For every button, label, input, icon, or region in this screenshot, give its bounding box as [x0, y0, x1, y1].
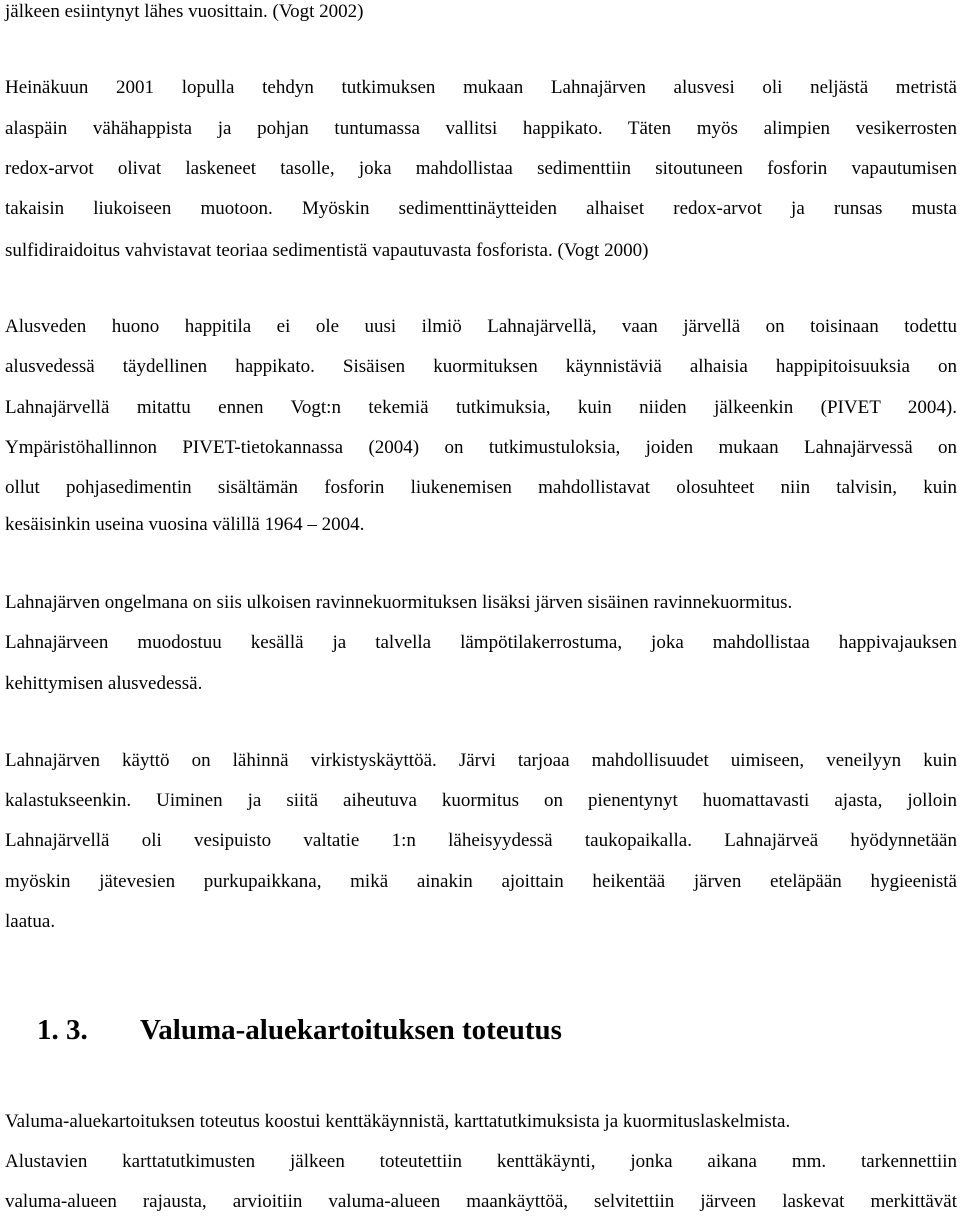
paragraph-line: alaspäin vähähappista ja pohjan tuntumassa vallitsi happikato. Täten myös alimpien vesikerrosten — [5, 118, 957, 139]
section-title: Valuma-aluekartoituksen toteutus — [140, 1014, 562, 1046]
paragraph-line: myöskin jätevesien purkupaikkana, mikä ainakin ajoittain heikentää järven eteläpään hygieenistä — [5, 871, 957, 892]
paragraph-line: sulfidiraidoitus vahvistavat teoriaa sedimentistä vapautuvasta fosforista. (Vogt 2000) — [5, 240, 649, 261]
paragraph-line: Valuma-aluekartoituksen toteutus koostui kenttäkäynnistä, karttatutkimuksista ja kuormituslaskelmista. — [5, 1111, 791, 1132]
paragraph-line: Lahnajärveen muodostuu kesällä ja talvella lämpötilakerrostuma, joka mahdollistaa happivajauksen — [5, 632, 957, 653]
section-number: 1. 3. — [37, 1014, 88, 1046]
paragraph-line: Lahnajärven ongelmana on siis ulkoisen ravinnekuormituksen lisäksi järven sisäinen ravinnekuormitus. — [5, 592, 793, 613]
paragraph-line: kehittymisen alusvedessä. — [5, 673, 203, 694]
paragraph-line: Ympäristöhallinnon PIVET-tietokannassa (2004) on tutkimustuloksia, joiden mukaan Lahnajärvessä on — [5, 437, 957, 458]
paragraph-line: jälkeen esiintynyt lähes vuosittain. (Vogt 2002) — [5, 1, 364, 22]
paragraph-line: Alustavien karttatutkimusten jälkeen toteutettiin kenttäkäynti, jonka aikana mm. tarkennettiin — [5, 1151, 957, 1172]
paragraph-line: takaisin liukoiseen muotoon. Myöskin sedimenttinäytteiden alhaiset redox-arvot ja runsas musta — [5, 198, 957, 219]
paragraph-line: kalastukseenkin. Uiminen ja siitä aiheutuva kuormitus on pienentynyt huomattavasti ajasta, jolloin — [5, 790, 957, 811]
paragraph-line: Lahnajärven käyttö on lähinnä virkistyskäyttöä. Järvi tarjoaa mahdollisuudet uimiseen, veneilyyn kuin — [5, 750, 957, 771]
paragraph-line: kesäisinkin useina vuosina välillä 1964 – 2004. — [5, 514, 365, 535]
paragraph-line: valuma-alueen rajausta, arvioitiin valuma-alueen maankäyttöä, selvitettiin järveen laskevat merkittävät — [5, 1191, 957, 1212]
paragraph-line: redox-arvot olivat laskeneet tasolle, joka mahdollistaa sedimenttiin sitoutuneen fosforin vapautumisen — [5, 158, 957, 179]
paragraph-line: Lahnajärvellä oli vesipuisto valtatie 1:n läheisyydessä taukopaikalla. Lahnajärveä hyödynnetään — [5, 830, 957, 851]
paragraph-line: laatua. — [5, 911, 56, 932]
paragraph-line: Lahnajärvellä mitattu ennen Vogt:n tekemiä tutkimuksia, kuin niiden jälkeenkin (PIVET 2004). — [5, 397, 957, 418]
paragraph-line: alusvedessä täydellinen happikato. Sisäisen kuormituksen käynnistäviä alhaisia happipitoisuuksia on — [5, 356, 957, 377]
paragraph-line: Heinäkuun 2001 lopulla tehdyn tutkimuksen mukaan Lahnajärven alusvesi oli neljästä metristä — [5, 77, 957, 98]
paragraph-line: ollut pohjasedimentin sisältämän fosforin liukenemisen mahdollistavat olosuhteet niin talvisin, kuin — [5, 477, 957, 498]
paragraph-line: Alusveden huono happitila ei ole uusi ilmiö Lahnajärvellä, vaan järvellä on toisinaan todettu — [5, 316, 957, 337]
